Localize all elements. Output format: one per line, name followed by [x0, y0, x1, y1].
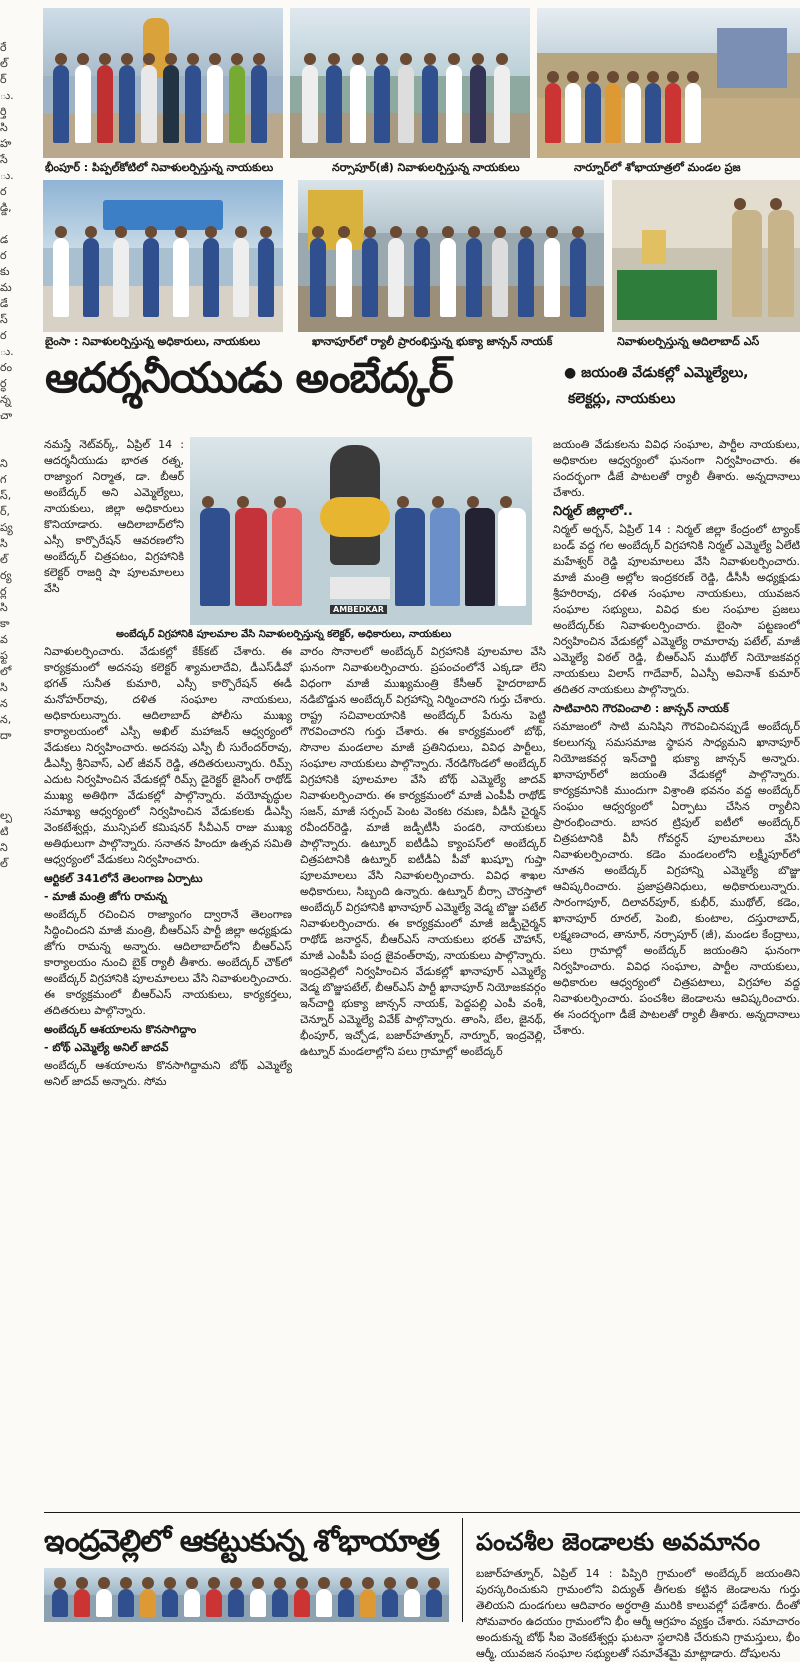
left-strip-fragment: మ: [0, 281, 12, 294]
left-strip-fragment: రే: [0, 41, 7, 54]
left-strip-fragment: స్,: [0, 489, 12, 502]
left-strip-fragment: న: [0, 697, 8, 710]
left-strip-fragment: సి: [0, 537, 8, 550]
caption-narsapur: నర్సాపూర్(జీ) నివాళులర్పిస్తున్న నాయకులు: [332, 161, 520, 174]
left-strip-fragment: హ: [0, 137, 12, 150]
photo-bhainsa: [43, 180, 283, 332]
left-strip-fragment: [0, 424, 14, 440]
panchasheela-article: [476, 1566, 800, 1660]
left-strip-fragment: డే: [0, 297, 9, 310]
statue-plaque: AMBEDKAR: [330, 605, 387, 614]
left-strip-fragment: డ్డి,: [0, 201, 12, 214]
caption-narnoor: నార్నూర్‌లో శోభాయాత్రలో మండల ప్రజ: [574, 161, 741, 174]
left-strip-fragment: ర్ధ: [0, 377, 7, 390]
left-strip-fragment: ర్,: [0, 505, 11, 518]
bottom-vertical-divider: [462, 1518, 463, 1622]
left-strip-fragment: ని: [0, 457, 8, 470]
left-strip-fragment: న,: [0, 713, 12, 726]
article-col3-para3: సమాజంలో సాటి మనిషిని గౌరవించినప్పుడే అంబేద్కర్ కలలుగన్న సమసమాజ స్థాపన సాధ్యమని ఖానాపూర్ నియోజకవర్గ ఇన్‌చార్జి భుక్యా జాన్సన్ అన్నారు. ఖానాపూర్‌లో జయంతి వేడుకల్లో పాల్గొన్నారు. కార్యక్రమానికి ముందుగా విశ్రాంతి భవనం వద్ద అంబేద్కర్ సంఘం ఆధ్వర్యంలో ఏర్పాటు చేసిన ర్యాలీని ప్రారంభించారు. బాసర ట్రిపుల్ ఐటీలో అంబేద్కర్ చిత్రపటానికి వీసీ గోవర్ధన్ పూలమాలలు వేసి నివాళులర్పించారు. కడెం మండలంలోని లక్ష్మీపూర్‌లో నూతన అంబేద్కర్ విగ్రహాన్ని ఎమ్మెల్యే బొజ్జు ఆవిష్కరించారు. ప్రజాప్రతినిధులు, అధికారులున్నారు. సారంగాపూర్, దిలావర్‌పూర్, కుభీర్, ముథోల్, కడెం, ఖానాపూర్ రూరల్, పెంబి, కుంటాల, దస్తురాబాద్, లక్ష్మణచాంద, తానూర్, నర్సాపూర్ (జీ), మండల కేంద్రాలు, పలు గ్రామాల్లో అంబేద్కర్ జయంతిని ఘనంగా నిర్వహించారు. వివిధ సంఘాల, పార్టీల నాయకులు, అధికారుల ఆధ్వర్యంలో చిత్రపటాలు, విగ్రహాల వద్ద నివాళులర్పించారు. పంచశీల జెండాలను ఆవిష్కరించారు. ఈ సందర్భంగా డీజే పాటలతో ర్యాలీ తీశారు. అన్నదానాలు చేశారు.: [553, 720, 800, 1037]
left-strip-fragment: ర్: [0, 73, 7, 86]
left-strip-fragment: ు.: [0, 169, 14, 182]
left-strip-fragment: [0, 792, 14, 808]
article-col3: [553, 437, 800, 1506]
left-strip-fragment: చా: [0, 409, 13, 422]
left-strip-fragment: [0, 440, 14, 456]
subhead-article341: ఆర్టికల్ 341లోనే తెలంగాణ ఏర్పాటు: [44, 872, 203, 885]
left-strip-fragment: వ: [0, 633, 8, 646]
subhead-jogu-ramanna: - మాజీ మంత్రి జోగు రామన్న: [44, 890, 167, 903]
left-strip-fragment: [0, 744, 14, 760]
article-col2: [300, 644, 546, 1506]
left-strip-fragment: [0, 776, 14, 792]
deck: [564, 360, 800, 422]
caption-main-photo: అంబేద్కర్ విగ్రహానికి పూలమాల వేసి నివాళులర్పిస్తున్న కలెక్టర్, అధికారులు, నాయకులు: [116, 629, 452, 640]
left-strip-fragment: సి: [0, 121, 8, 134]
left-strip-fragment: ర: [0, 249, 7, 262]
subhead-johnson-naik: సాటివారిని గౌరవించాలి : జాన్సన్ నాయక్: [553, 702, 729, 715]
photo-narsapur: [290, 8, 530, 158]
left-strip-fragment: ఫ్ట: [0, 649, 8, 662]
panchasheela-headline: పంచశీల జెండాలకు అవమానం: [476, 1528, 761, 1556]
caption-khanapur: ఖానాపూర్‌లో ర్యాలీ ప్రారంభిస్తున్న భుక్యా జాన్సన్ నాయక్: [312, 335, 553, 348]
left-strip-fragment: రం: [0, 361, 13, 374]
left-strip-fragment: సి: [0, 681, 8, 694]
left-strip-fragment: ల్: [0, 553, 8, 566]
left-strip-fragment: ు.: [0, 89, 14, 102]
left-strip-fragment: ని: [0, 841, 8, 854]
article-col1: [44, 644, 292, 1506]
subhead-ambedkar-ideals: అంబేద్కర్ ఆశయాలను కొనసాగిద్దాం: [44, 1023, 197, 1036]
article-col3-para2: నిర్మల్ అర్బన్, ఏప్రిల్ 14 : నిర్మల్ జిల్లా కేంద్రంలో ట్యాంక్ బండ్ వద్ద గల అంబేద్కర్ విగ్రహానికి నిర్మల్ ఎమ్మెల్యే ఏలేటి మహేశ్వర్ రెడ్డి పూలమాలలు వేసి నివాళులర్పించారు. మాజీ మంత్రి అల్లోల ఇంద్రకరణ్ రెడ్డి, డీసీసీ అధ్యక్షుడు శ్రీహరిరావు, దళిత సంఘాల నాయకులు, యువజన సంఘాల సభ్యులు, వివిధ కుల సంఘాల ప్రజలు అంబేద్కర్‌కు నివాళులర్పించారు. బైంసా పట్టణంలో నిర్వహించిన వేడుకల్లో ఎమ్మెల్యే రామారావు పటేల్, మాజీ ఎమ్మెల్యే విఠల్ రెడ్డి, బీఆర్‌ఎస్ ముథోల్ నియోజకవర్గ నాయకులు విలాస్ గాదేవార్, ఏఎస్పీ అవినాశ్ కుమార్ తదితర నాయకులు పాల్గొన్నారు.: [553, 523, 800, 696]
article-col1-para1: నివాళులర్పించారు. వేడుకల్లో కేక్‌కట్ చేశారు. ఈ కార్యక్రమంలో అదనపు కలెక్టర్ శ్యామలాదేవి, డీఎస్‌డీవో భగత్ సునీత కుమారి, ఎస్సీ కార్పొరేషన్ ఈడీ మనోహర్‌రావు, దళిత సంఘాల నాయకులు, అధికారులున్నారు. ఆదిలాబాద్ పోలీసు ముఖ్య కార్యాలయంలో ఎస్పీ అఖిల్ మహాజన్ ఆధ్వర్యంలో వేడుకలు నిర్వహించారు. అదనపు ఎస్పీ బీ సురేందర్‌రావు, డీఎస్పీ శ్రీనివాస్, ఎల్ జీవన్ రెడ్డి, తదితరులున్నారు. రిమ్స్ ఎదుట నిర్వహించిన వేడుకల్లో రిమ్స్ డైరెక్టర్ జైసింగ్ రాథోడ్ ముఖ్య అతిథిగా వేడుకల్లో పాల్గొన్నారు. వయోవృద్ధుల సమాఖ్య ఆధ్వర్యంలో నిర్వహించిన వేడుకలకు డీఎస్పీ వెంకటేశ్వర్లు, మున్సిపల్ కమిషనర్ సీవీఎన్ రాజు ముఖ్య అతిథులుగా పాల్గొన్నారు. సనాతన హిందూ ఉత్సవ సమితి ఆధ్వర్యంలో వేడుకలు నిర్వహించారు.: [44, 645, 292, 866]
left-strip-fragment: ల్ప: [0, 809, 13, 822]
left-strip-fragment: ర్తి: [0, 105, 7, 118]
photo-adilabad-sp: [612, 180, 800, 332]
article-col1-para3: అంబేద్కర్ ఆశయాలను కొనసాగిద్దామని బోథ్ ఎమ్మెల్యే అనిల్ జాదవ్ అన్నారు. సోమ: [44, 1059, 292, 1088]
section-divider: [44, 1512, 800, 1513]
left-strip-fragment: ప్య: [0, 521, 13, 534]
photo-khanapur: [298, 180, 604, 332]
left-strip-fragment: సి: [0, 601, 8, 614]
left-strip-fragment: కు: [0, 265, 10, 278]
deck-line-1: ● జయంతి వేడుకల్లో ఎమ్మెల్యేలు,: [564, 365, 749, 381]
left-strip-fragment: స్: [0, 313, 8, 326]
article-col1-para2: అంబేద్కర్ రచించిన రాజ్యాంగం ద్వారానే తెలంగాణ సిద్ధించిందని మాజీ మంత్రి, బీఆర్‌ఎస్ పార్టీ జిల్లా అధ్యక్షుడు జోగు రామన్న అన్నారు. ఆదిలాబాద్‌లోని బీఆర్‌ఎస్ కార్యాలయం నుంచి బైక్ ర్యాలీ తీశారు. అంబేద్కర్ చౌక్‌లో అంబేద్కర్ విగ్రహానికి పూలమాలలు వేసి నివాళులర్పించారు. ఈ కార్యక్రమంలో బీఆర్‌ఎస్ నాయకులు, కార్యకర్తలు, తదితరులు పాల్గొన్నారు.: [44, 908, 292, 1017]
article-col2-text: వారం సొనాలలో అంబేద్కర్ విగ్రహానికి పూలమాల వేసి ఘనంగా నివాళులర్పించారు. ప్రపంచంలోనే ఎక్కడా లేని విధంగా మాజీ ముఖ్యమంత్రి కేసీఆర్ హైదరాబాద్ నడిబొడ్డున అంబేద్కర్ విగ్రహాన్ని నిర్మించారని గుర్తు చేశారు. రాష్ట్ర సచివాలయానికి అంబేద్కర్ పేరును పెట్టి గౌరవించారని గుర్తు చేశారు. ఈ కార్యక్రమంలో బోథ్, సొనాల మండలాల మాజీ ప్రతినిధులు, వివిధ పార్టీలు, సంఘాల నాయకులు పాల్గొన్నారు. నేరడిగొండలో అంబేద్కర్ విగ్రహానికి పూలమాల వేసి బోథ్ ఎమ్మెల్యే జాదవ్ నివాళులర్పించారు. ఈ కార్యక్రమంలో మాజీ ఎంపీపీ రాథోడ్ సజన్, మాజీ సర్పంచ్ పెంట వెంకట రమణ, వీడీసీ చైర్మన్ రవీందర్‌రెడ్డి, మాజీ జడ్పీటీసీ పండరి, నాయకులు పాల్గొన్నారు. ఉట్నూర్ ఐటీడీఏ క్యాంపస్‌లో అంబేద్కర్ చిత్రపటానికి ఉట్నూర్ ఐటీడీఏ పీవో ఖుష్బూ గుప్తా పూలమాలలు వేసి నివాళులర్పించారు. వివిధ శాఖల అధికారులు, సిబ్బంది ఉన్నారు. ఉట్నూర్ బీర్సా చౌరస్తాలో అంబేద్కర్ విగ్రహానికి ఖానాపూర్ ఎమ్మెల్యే వెడ్మ బొజ్జు పటేల్ నివాళులర్పించారు. ఈ కార్యక్రమంలో మాజీ జడ్పీచైర్మన్ రాథోడ్ జనార్దన్, బీఆర్‌ఎస్ నాయకులు భరత్ చౌహాన్, మాజీ ఎంపీపీ పంద్ర జైవంత్‌రావు, నాయకులు పాల్గొన్నారు. ఇంద్రవెల్లిలో నిర్వహించిన వేడుకల్లో ఖానాపూర్ ఎమ్మెల్యే వెడ్మ బొజ్జుపటేల్, బీఆర్‌ఎస్ పార్టీ ఖానాపూర్ నియోజకవర్గం ఇన్‌చార్జి భుక్యా జాన్సన్ నాయక్, పెద్దపల్లి ఎంపీ వంశీ, చెన్నూర్ ఎమ్మెల్యే వివేక్ పాల్గొన్నారు. తాంసి, బేల, జైనథ్, భీంపూర్, ఇచ్చోడ, బజార్‌హత్నూర్, నార్నూర్, ఇంద్రవెల్లి, ఉట్నూర్ మండలాల్లోని పలు గ్రామాల్లో అంబేద్కర్: [300, 645, 546, 1058]
left-strip-fragment: [0, 216, 14, 232]
left-strip-fragment: ర: [0, 185, 7, 198]
left-strip-fragment: [0, 760, 14, 776]
left-strip-fragment: ు.: [0, 345, 14, 358]
main-headline: ఆదర్శనీయుడు అంబేద్కర్: [45, 353, 453, 402]
left-strip-fragment: సే: [0, 153, 8, 166]
left-strip-fragment: టి: [0, 825, 9, 838]
caption-bhimpur: భీంపూర్ : పిప్పల్‌కోటిలో నివాళులర్పిస్తున్న నాయకులు: [45, 161, 274, 174]
deck-line-2: కలెక్టర్లు, నాయకులు: [568, 391, 676, 407]
left-strip-fragment: ల్: [0, 857, 8, 870]
photo-bhimpur: [43, 8, 283, 158]
subhead-nirmal-district: నిర్మల్ జిల్లాలో..: [553, 504, 633, 519]
photo-narnoor: [537, 8, 800, 158]
left-strip-fragment: దా: [0, 729, 12, 742]
left-strip-fragment: ర్ల: [0, 585, 7, 598]
left-strip-fragment: కా: [0, 617, 10, 630]
left-strip-fragment: గ: [0, 473, 7, 486]
caption-adilabad: నివాళులర్పిస్తున్న ఆదిలాబాద్ ఎస్: [617, 335, 760, 348]
left-strip-fragment: ల్: [0, 57, 8, 70]
left-strip-fragment: ర్య: [0, 569, 12, 582]
article-col1-top: [44, 437, 184, 643]
indravelli-headline: ఇంద్రవెల్లిలో ఆకట్టుకున్న శోభాయాత్ర: [44, 1524, 439, 1559]
article-intro: నమస్తే నెట్‌వర్క్, ఏప్రిల్ 14 : ఆదర్శనీయుడు భారత రత్న, రాజ్యాంగ నిర్మాత, డా. బీఆర్ అంబేద్కర్ అని ఎమ్మెల్యేలు, నాయకులు, జిల్లా అధికారులు కొనియాడారు. ఆదిలాబాద్‌లోని ఎస్సీ కార్పొరేషన్ ఆవరణలోని అంబేద్కర్ చిత్రపటం, విగ్రహానికి కలెక్టర్ రాజర్షి షా పూలమాలలు వేసి: [44, 438, 184, 595]
subhead-anil-jadhav: - బోథ్ ఎమ్మెల్యే అనిల్ జాదవ్: [44, 1041, 169, 1054]
cut-off-left-column: [0, 40, 14, 872]
left-strip-fragment: న్న: [0, 393, 11, 406]
article-col3-para1: జయంతి వేడుకలను వివిధ సంఘాల, పార్టీల నాయకులు, అధికారుల ఆధ్వర్యంలో ఘనంగా నిర్వహించారు. ఈ సందర్భంగా డీజే పాటలతో ర్యాలీ తీశారు. అన్నదానాలు చేశారు.: [553, 438, 800, 499]
left-strip-fragment: లో: [0, 665, 12, 678]
left-strip-fragment: ర: [0, 329, 7, 342]
left-strip-fragment: డ: [0, 233, 9, 246]
caption-bhainsa: బైంసా : నివాళులర్పిస్తున్న అధికారులు, నాయకులు: [45, 335, 261, 348]
panchasheela-text: బజార్‌హత్నూర్, ఏప్రిల్ 14 : పిప్పిరి గ్రామంలో అంబేద్కర్ జయంతిని పురస్కరించుకుని గ్రామంలోని విద్యుత్ తీగలకు కట్టిన జెండాలను గుర్తు తెలియని దుండగులు ఆదివారం అర్ధరాత్రి మురికి కాలువల్లో పడేశారు. దీంతో సోమవారం ఉదయం గ్రామంలోని భీం ఆర్మీ ఆగ్రహం వ్యక్తం చేశారు. సమాచారం అందుకున్న బోథ్ సీఐ వెంకటేశ్వర్లు ఘటనా స్థలానికి చేరుకుని గ్రామస్తులు, భీం ఆర్మీ, యువజన సంఘాల సభ్యులతో సమావేశమై మాట్లాడారు. దోషులను: [476, 1567, 800, 1660]
photo-indravelli-procession: [44, 1568, 449, 1622]
photo-collector-statue: [190, 437, 532, 625]
